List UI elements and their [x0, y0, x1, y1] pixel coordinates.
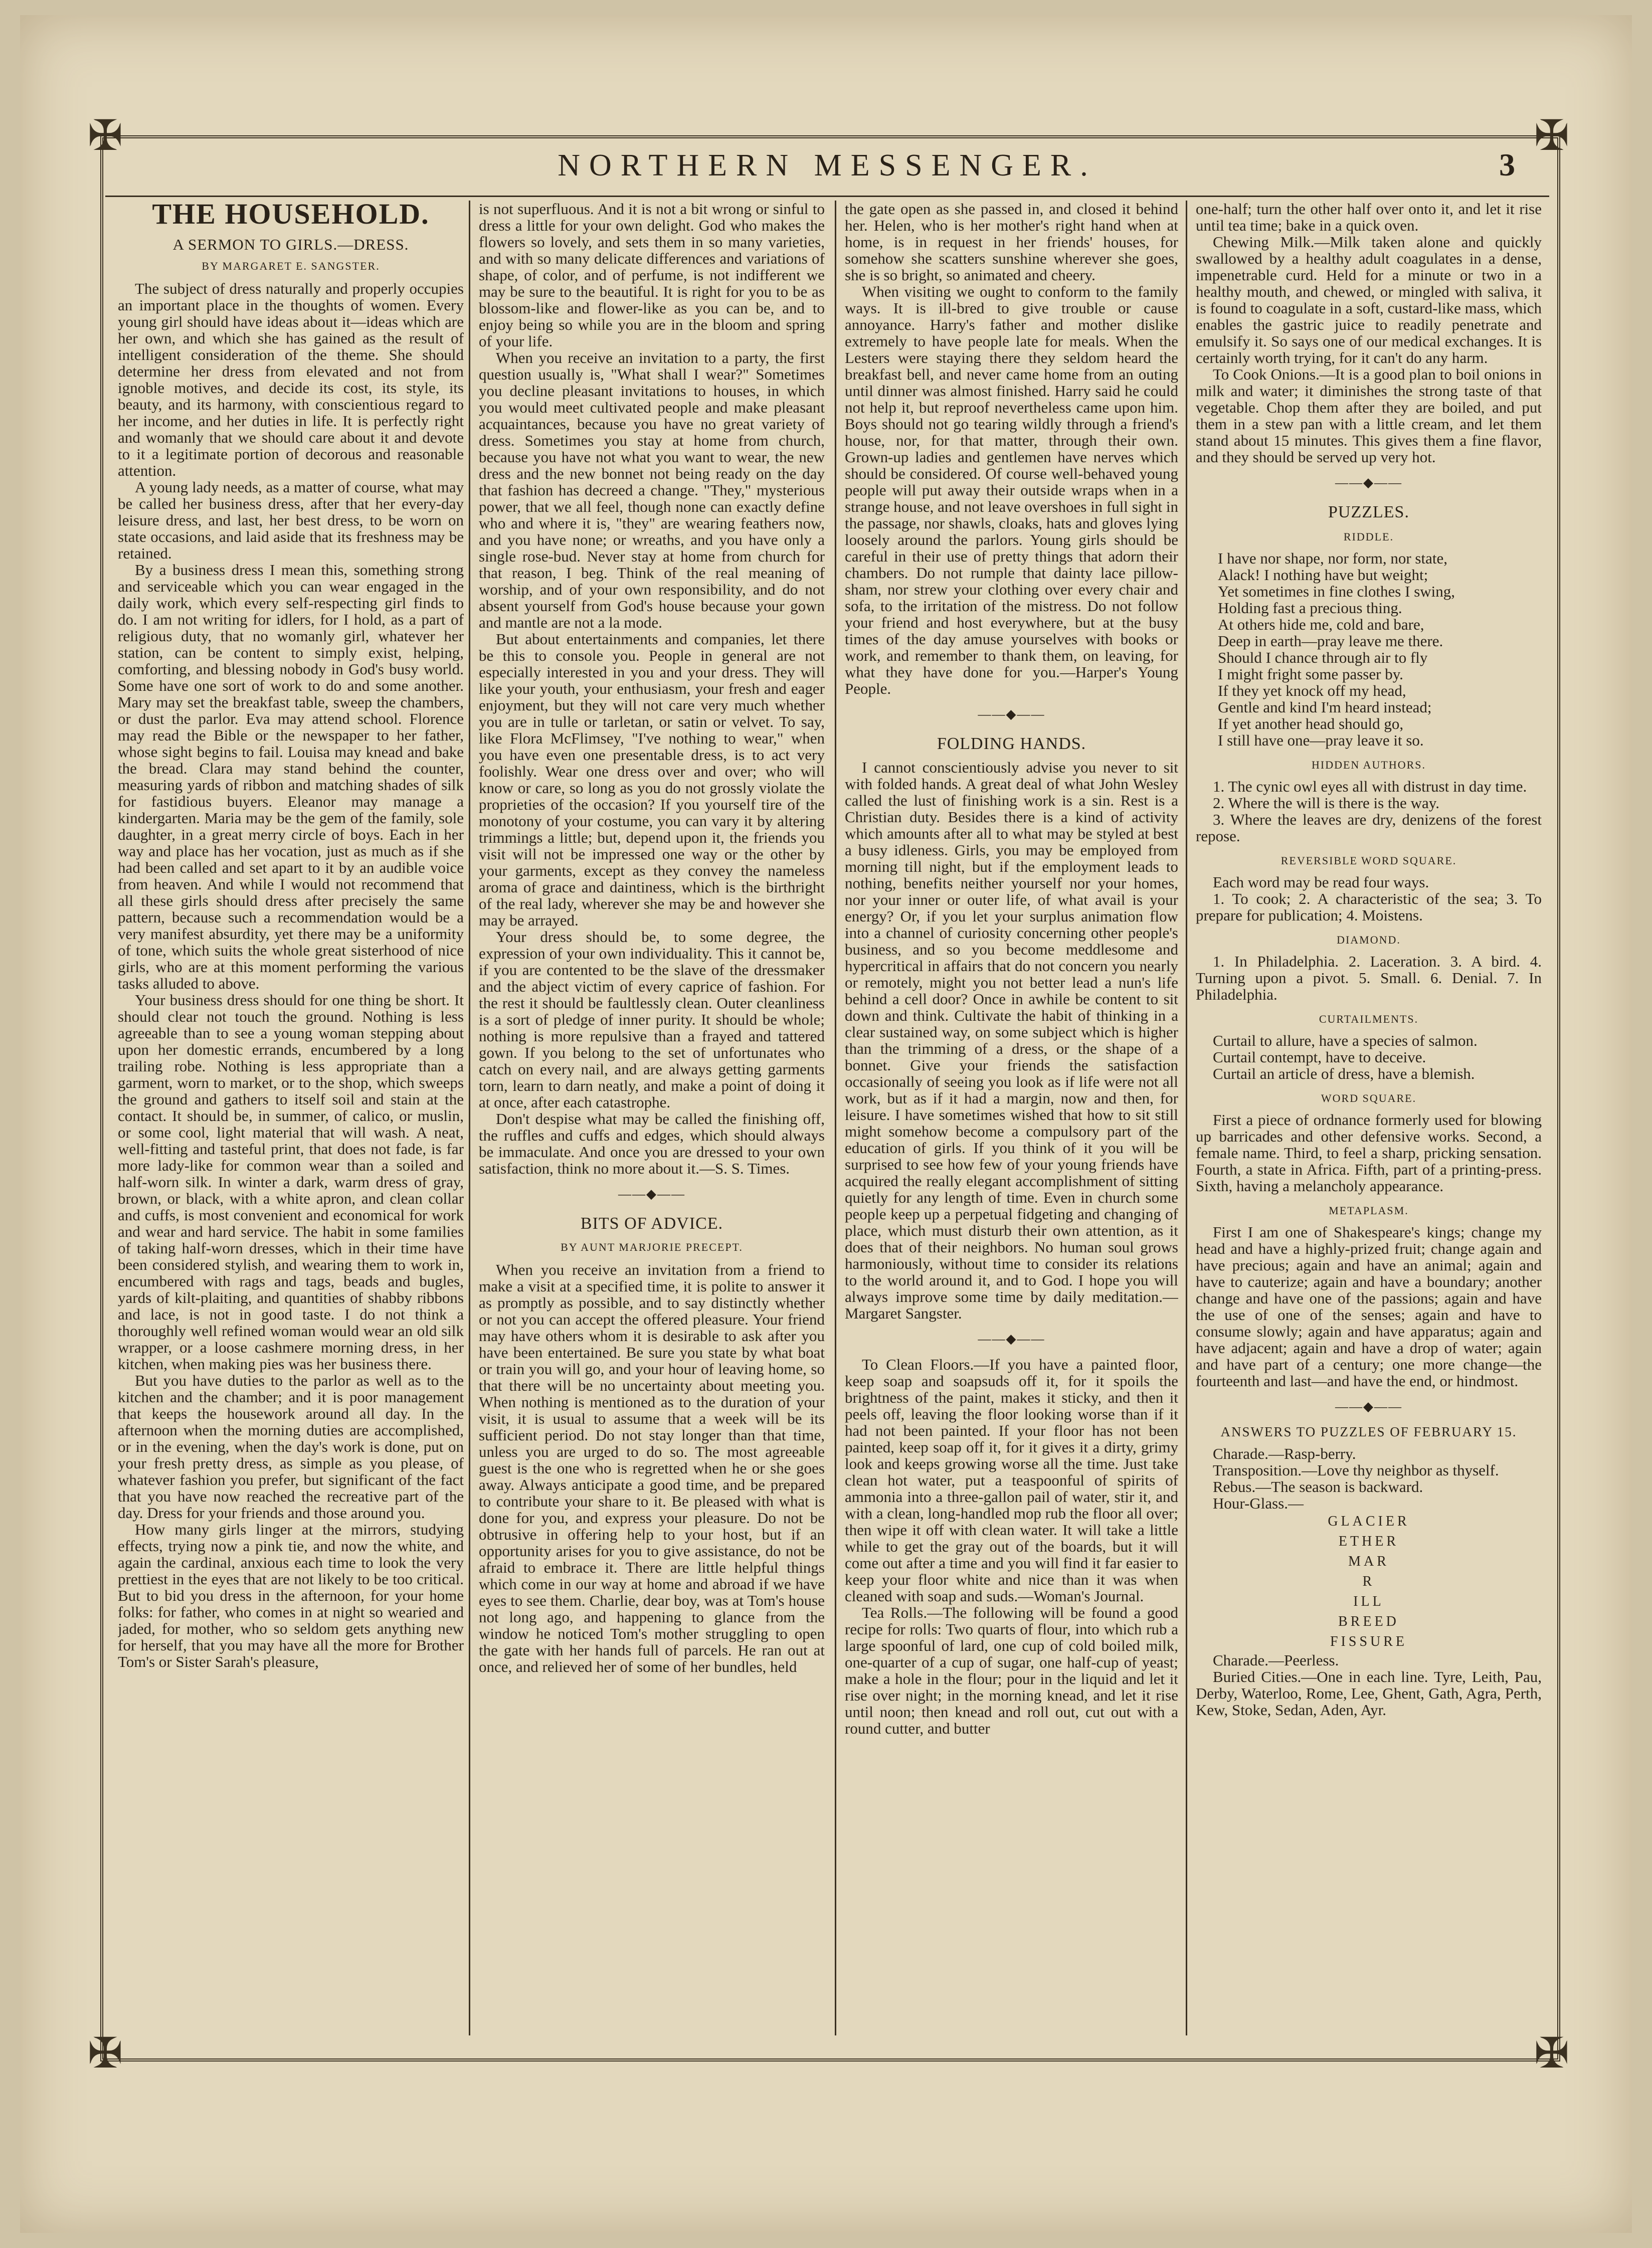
article-title: FOLDING HANDS.: [937, 734, 1086, 753]
divider-ornament: ——◆——: [978, 1332, 1045, 1346]
answer-item: Buried Cities.—One in each line. Tyre, Leith, Pau, Derby, Waterloo, Rome, Lee, Ghent, Gath, Agra, Perth, Kew, Stoke, Sedan, Aden, Ayr.: [1196, 1668, 1542, 1719]
paragraph: When you receive an invitation from a friend to make a visit at a specified time, it is polite to answer it as promptly as possible, and to say distinctly whether or not you can accept the offered pleasure. Your friend may have others whom it is desirable to ask after you have been entertained. Be sure you state by what boat or train you will go, and your hour of leaving home, so that there will be no uncertainty about meeting you. When nothing is mentioned as to the duration of your visit, it is usual to assume that a week will be its sufficient period. Do not stay longer than that time, unless you are urged to do so. The most agreeable guest is the one who is regretted when he or she goes away. Always anticipate a good time, and be prepared to contribute your share to it. Be pleased with what is done for you, and express your pleasure. Do not be obtrusive in offering help to your host, but if an opportunity arises for you to give assistance, do not be afraid to embrace it. There are little helpful things which come in our way at home and abroad if we have eyes to see them. Charlie, dear boy, was at Tom's house not long ago, and happening to glance from the window he noticed Tom's mother struggling to open the gate with her hands full of parcels. He ran out at once, and relieved her of some of her bundles, held: [479, 1261, 825, 1675]
paragraph: A young lady needs, as a matter of course, what may be called her business dress, after that her every-day leisure dress, and last, her best dress, to be worn on state occasions, and laid aside that its freshness may be retained.: [118, 478, 464, 562]
diamond-title: DIAMOND.: [1337, 933, 1401, 946]
paragraph: The subject of dress naturally and properly occupies an important place in the thoughts of women. Every young girl should have ideas about it—ideas which are her own, and which she has gained as the result of intelligent consideration of the theme. She should determine her dress from elevated and not from ignoble motives, and decide its cost, its style, its beauty, and its harmony, with conscientious regard to her income, and her duties in life. It is perfectly right and womanly that we should care about it and devote to it a legitimate portion of decorous and reasonable attention.: [118, 280, 464, 479]
answer-item: Transposition.—Love thy neighbor as thyself.: [1213, 1461, 1499, 1479]
hourglass-word: FISSURE: [1330, 1634, 1408, 1649]
article-byline: BY AUNT MARJORIE PRECEPT.: [561, 1241, 743, 1253]
paragraph: the gate open as she passed in, and closed it behind her. Helen, who is her mother's right hand when at home, is in request in her friends' houses, for somehow she scatters sunshine wherever she goes, she is so bright, so animated and cheery.: [845, 201, 1178, 284]
column-3: [845, 201, 1178, 2035]
page-number: 3: [1499, 147, 1515, 182]
verse-line: Holding fast a precious thing.: [1218, 599, 1402, 617]
hourglass-word: ILL: [1353, 1594, 1384, 1609]
hourglass-answer: [1196, 1512, 1542, 1652]
paragraph: To Clean Floors.—If you have a painted floor, keep soap and soapsuds off it, for it spoils the brightness of the paint, makes it sticky, and then it peels off, leaving the floor looking worse than if it had not been painted. If your floor has not been painted, keep soap off it, for it gives it a dirty, grimy look and keeps growing worse all the time. Just take clean hot water, put a teaspoonful of spirits of ammonia into a three-gallon pail of water, stir it, and with a clean, long-handled mop rub the floor all over; then wipe it off with clean water. It will take a little while to get the gray out of the boards, but it will come out after a time and you will find it far easier to keep your floor white and nice than it was when cleaned with soap and suds.—Woman's Journal.: [845, 1356, 1178, 1605]
paragraph: How many girls linger at the mirrors, studying effects, trying now a pink tie, and now the white, and again the cardinal, anxious each time to look the very prettiest in the eyes that are not likely to be too critical. But to bid you dress in the afternoon, for your home folks: for father, who comes in at night so wearied and jaded, for mother, who so seldom gets anything new for herself, that you may have all the more for Brother Tom's or Sister Sarah's pleasure,: [118, 1521, 464, 1670]
divider-ornament: ——◆——: [1335, 1399, 1402, 1414]
puzzle-item: 1. The cynic owl eyes all with distrust in day time.: [1213, 778, 1527, 795]
divider-ornament: ——◆——: [1335, 475, 1402, 490]
puzzle-item: Curtail to allure, have a species of salmon.: [1213, 1032, 1478, 1049]
answer-item: Charade.—Rasp-berry.: [1213, 1445, 1356, 1462]
hourglass-word: BREED: [1338, 1614, 1399, 1629]
article-byline: BY MARGARET E. SANGSTER.: [202, 260, 380, 272]
paragraph: By a business dress I mean this, something strong and serviceable which you can wear engaged in the daily work, which every self-respecting girl finds to do. I am not writing for idlers, for I hold, as a part of religious duty, that no womanly girl, whatever her station, can be content to simply exist, helping, comforting, and blessing nobody in God's busy world. Some have one sort of work to do and some another. Mary may set the breakfast table, sweep the chambers, or dust the parlor. Eva may attend school. Florence may read the Bible or the newspaper to her father, whose sight begins to fail. Louisa may knead and bake the bread. Clara may stand behind the counter, measuring yards of ribbon and matching shades of silk for fastidious buyers. Eleanor may manage a kindergarten. Maria may be the gem of the family, sole daughter, in a great merry circle of boys. Each in her way and place has her vocation, just as much as if she had been called and set apart to it by an audible voice from heaven. And while I would not recommend that all these girls should dress after precisely the same pattern, because such a recommendation would be a very manifest absurdity, yet there may be a uniformity of tone, which suits the whole great sisterhood of nice girls, who are at this moment performing the various tasks alluded to above.: [118, 561, 464, 992]
verse-line: I have nor shape, nor form, nor state,: [1218, 549, 1447, 567]
puzzles-title: PUZZLES.: [1328, 503, 1409, 521]
paragraph: Don't despise what may be called the finishing off, the ruffles and cuffs and edges, which should always be immaculate. And once you are dressed to your own satisfaction, think no more about it.—S. S. Times.: [479, 1110, 825, 1177]
paragraph: Your business dress should for one thing be short. It should clear not touch the ground. Nothing is less agreeable than to see a young woman stepping about upon her domestic errands, encumbered by a long trailing robe. Nothing is less appropriate than a garment, worn to market, or to the shop, which sweeps the ground and gathers to itself soil and stain at the contact. It should be, in summer, of calico, or muslin, or some cool, light material that will wash. A neat, well-fitting and tasteful print, that does not fade, is far more lady-like for common wear than a soiled and half-worn silk. In winter a dark, warm dress of gray, brown, or black, with a white apron, and clean collar and cuffs, is most convenient and economical for work and wear and hard service. The habit in some families of taking half-worn dresses, which in their time have been considered stylish, and wearing them to work in, encumbered with rags and tags, beads and bugles, yards of kilt-plaiting, and quantities of shabby ribbons and lace, is not in good taste. I do not think a thoroughly well refined woman would wear an old silk wrapper, or a loose cashmere morning dress, in her kitchen, when making pies was her business there.: [118, 991, 464, 1373]
paragraph: I cannot conscientiously advise you never to sit with folded hands. A great deal of what John Wesley called the lust of finishing work is a sin. Rest is a Christian duty. Besides there is a kind of activity which amounts after all to what may be styled at best a busy idleness. Girls, you may be employed from morning till night, but if the employment leads to nothing, benefits neither yourself nor your homes, nor your inner or outer life, of what avail is your energy? Or, if you let your surplus animation flow into a channel of curiosity concerning other people's business, and so you become meddlesome and hypercritical in affairs that do not concern you nearly or remotely, might you not better lead a nun's life behind a cell door? Once in awhile be content to sit down and think. Cultivate the habit of thinking in a clear sustained way, on some subject which is higher than the trimming of a dress, or the shape of a bonnet. Give your friends the satisfaction occasionally of seeing you look as if life were not all work, but as if it had a margin, now and then, for leisure. I have sometimes wished that how to sit still might somehow become a compulsory part of the education of girls. If you think of it you will be surprised to see how few of your young friends have acquired the really elegant accomplishment of sitting quietly for any length of time. Even in church some people keep up a perpetual fidgeting and changing of place, which must disturb their own attention, as it does that of their neighbors. No human soul grows harmoniously, without time to consider its relations to the world around it, and to God. I hope you will always improve some time by daily meditation.—Margaret Sangster.: [845, 759, 1178, 1322]
puzzle-text: First a piece of ordnance formerly used for blowing up barricades and other defensive works. Second, a female name. Third, to feel a sharp, pricking sensation. Fourth, a state in Africa. Fifth, part of a printing-press. Sixth, having a melancholy appearance.: [1196, 1111, 1542, 1195]
column-1: [118, 201, 464, 2035]
paragraph: But you have duties to the parlor as well as to the kitchen and the chamber; and it is poor management that keeps the housework around all day. In the afternoon when the morning duties are accomplished, or in the evening, when the day's work is done, put on your fresh pretty dress, as simple as you please, of whatever fashion you prefer, but significant of the fact that you have now reached the recreative part of the day. Dress for your friends and those around you.: [118, 1372, 464, 1522]
puzzle-text: First I am one of Shakespeare's kings; change my head and have a highly-prized fruit; change again and have precious; again and have an animal; again and have to cauterize; again and have a boundary; another change and have one of the passions; again and have the use of one of the senses; again and have to consume slowly; again and have apparatus; again and have adjacent; again and have a drop of water; again and have part of a century; one more change—the fourteenth and last—and have the end, or hindmost.: [1196, 1223, 1542, 1390]
verse-line: If they yet knock off my head,: [1218, 682, 1406, 699]
paragraph: Your dress should be, to some degree, the expression of your own individuality. This it cannot be, if you are contented to be the slave of the dressmaker and the abject victim of every caprice of fashion. For the rest it should be faultlessly clean. Outer cleanliness is a sort of pledge of inner purity. It should be whole; nothing is more repulsive than a frayed and tattered gown. If you belong to the set of unfortunates who catch on every nail, and are always getting garments torn, learn to darn neatly, and make a point of doing it at once, after each catastrophe.: [479, 928, 825, 1111]
verse-line: Should I chance through air to fly: [1218, 649, 1428, 666]
verse-line: I might fright some passer by.: [1218, 665, 1403, 683]
verse-line: Yet sometimes in fine clothes I swing,: [1218, 583, 1455, 600]
masthead-title: NORTHERN MESSENGER.: [105, 135, 1549, 197]
hourglass-word: R: [1362, 1574, 1375, 1589]
hidden-authors-title: HIDDEN AUTHORS.: [1312, 759, 1426, 771]
verse-line: Gentle and kind I'm heard instead;: [1218, 698, 1432, 716]
corner-ornament-icon: ✠: [87, 111, 123, 160]
divider-ornament: ——◆——: [618, 1187, 685, 1201]
verse-line: If yet another head should go,: [1218, 715, 1404, 732]
paragraph: When you receive an invitation to a party, the first question usually is, "What shall I wear?" Sometimes you decline pleasant invitations to houses, in which you would meet cultivated people and make pleasant acquaintances, because you have no great variety of dress. Sometimes you stay at home from church, because you have not what you want to wear, the new dress and the new bonnet not being ready on the day that fashion has decreed a change. "They," mysterious power, that we all feel, though none can exactly define who and where it is, "they" are wearing feathers now, and you have none; or wreaths, and you have only a single rose-bud. Never stay at home from church for that reason, I beg. Think of the real meaning of worship, and of your own responsibility, and do not absent yourself from God's house because your gown and mantle are not a la mode.: [479, 349, 825, 631]
hourglass-word: GLACIER: [1328, 1514, 1410, 1529]
corner-ornament-icon: ✠: [87, 2028, 123, 2078]
answer-item: Hour-Glass.—: [1213, 1494, 1304, 1512]
puzzle-text: 1. To cook; 2. A characteristic of the sea; 3. To prepare for publication; 4. Moistens.: [1196, 890, 1542, 924]
paragraph: is not superfluous. And it is not a bit wrong or sinful to dress a little for your own delight. God who makes the flowers so lovely, and sets them in so many varieties, and with so many delicate differences and variations of shape, of color, and of perfume, is not indifferent we may be sure to the beautiful. It is right for you to be as blossom-like and flower-like as you can be, and to enjoy being so while you are in the bloom and spring of your life.: [479, 201, 825, 350]
verse-line: At others hide me, cold and bare,: [1218, 616, 1424, 633]
riddle-title: RIDDLE.: [1343, 530, 1394, 543]
answers-title: ANSWERS TO PUZZLES OF FEBRUARY 15.: [1220, 1424, 1517, 1439]
paragraph: Tea Rolls.—The following will be found a good recipe for rolls: Two quarts of flour, into which rub a large spoonful of lard, one cup of cold boiled milk, one-quarter of a cup of sugar, one half-cup of yeast; make a hole in the flour; pour in the liquid and let it rise over night; in the morning knead, and let it rise until noon; then knead and roll out, cut out with a round cutter, and butter: [845, 1604, 1178, 1737]
answer-item: Charade.—Peerless.: [1213, 1651, 1339, 1669]
column-4: [1196, 201, 1542, 2035]
reversible-square-title: REVERSIBLE WORD SQUARE.: [1280, 854, 1457, 867]
paragraph: But about entertainments and companies, let there be this to console you. People in general are not especially interested in you and your dress. They will like your youth, your enthusiasm, your fresh and eager enjoyment, but they will not care very much whether you are in tulle or tarletan, or satin or velvet. To say, like Flora McFlimsey, "I've nothing to wear," when you have even one presentable dress, is to act very foolishly. Wear one dress over and over; who will know or care, so long as you do not grossly violate the proprieties of the occasion? If you yourself tire of the monotony of your costume, you can vary it by altering trimmings a little; but, depend upon it, the friends you visit will not be impressed one way or the other by your garments, except as they convey the nameless aroma of grace and daintiness, which is the birthright of the real lady, wherever she may be and however she may be arrayed.: [479, 630, 825, 929]
article-title: BITS OF ADVICE.: [580, 1214, 723, 1233]
word-square-title: WORD SQUARE.: [1321, 1092, 1417, 1104]
puzzle-item: 2. Where the will is there is the way.: [1213, 794, 1439, 812]
verse-line: Deep in earth—pray leave me there.: [1218, 632, 1443, 650]
corner-ornament-icon: ✠: [1534, 2028, 1570, 2078]
paragraph: To Cook Onions.—It is a good plan to boil onions in milk and water; it diminishes the strong taste of that vegetable. Chop them after they are boiled, and put them in a stew pan with a little cream, and let them stand about 15 minutes. This gives them a fine flavor, and they should be served up very hot.: [1196, 365, 1542, 466]
paragraph: When visiting we ought to conform to the family ways. It is ill-bred to give trouble or cause annoyance. Harry's father and mother dislike extremely to have people late for meals. When the Lesters were staying there they seldom heard the breakfast bell, and never came home from an outing until dinner was almost finished. Harry said he could not help it, but reproof nevertheless came upon him. Boys should not go tearing wildly through a friend's house, nor, for that matter, through their own. Grown-up ladies and gentlemen have nerves which should be considered. Of course well-behaved young people will put away their outside wraps when in a strange house, and not leave overshoes in full sight in the passage, nor shawls, cloaks, hats and gloves lying loosely around the parlors. Young girls should be careful in their use of pretty things that adorn their chambers. Do not rumple that dainty lace pillow-sham, nor strew your clothing over every chair and sofa, to the irritation of the mistress. Do not follow your friend and host everywhere, but at the busy times of the day amuse yourselves with books or work, and remember to thank them, on leaving, for what they have done for you.—Harper's Young People.: [845, 283, 1178, 697]
paragraph: one-half; turn the other half over onto it, and let it rise until tea time; bake in a quick oven.: [1196, 201, 1542, 234]
puzzle-item: 3. Where the leaves are dry, denizens of the forest repose.: [1196, 811, 1542, 845]
paragraph: Chewing Milk.—Milk taken alone and quickly swallowed by a healthy adult coagulates in a dense, impenetrable curd. Held for a minute or two in a healthy mouth, and chewed, or mingled with saliva, it is found to coagulate in a soft, custard-like mass, which enables the gastric juice to readily penetrate and emulsify it. So says one of our medical exchanges. It is certainly worth trying, for it can't do any harm.: [1196, 233, 1542, 366]
puzzle-item: Curtail an article of dress, have a blemish.: [1213, 1065, 1475, 1082]
verse-line: I still have one—pray leave it so.: [1218, 731, 1424, 749]
section-heading: THE HOUSEHOLD.: [152, 201, 430, 230]
hourglass-word: MAR: [1348, 1554, 1389, 1569]
divider-ornament: ——◆——: [978, 707, 1045, 721]
answer-item: Rebus.—The season is backward.: [1213, 1478, 1423, 1495]
puzzle-item: Curtail contempt, have to deceive.: [1213, 1048, 1426, 1066]
verse-line: Alack! I nothing have but weight;: [1218, 566, 1428, 584]
metaplasm-title: METAPLASM.: [1329, 1204, 1409, 1217]
column-rule: [835, 201, 836, 2035]
curtailments-title: CURTAILMENTS.: [1319, 1013, 1419, 1025]
column-rule: [1186, 201, 1187, 2035]
hourglass-word: ETHER: [1338, 1534, 1399, 1549]
riddle-verse: [1196, 550, 1542, 748]
column-2: [479, 201, 825, 2035]
puzzle-text: Each word may be read four ways.: [1213, 873, 1429, 891]
column-rule: [469, 201, 470, 2035]
corner-ornament-icon: ✠: [1534, 111, 1570, 160]
article-title: A SERMON TO GIRLS.—DRESS.: [172, 236, 409, 253]
puzzle-text: 1. In Philadelphia. 2. Laceration. 3. A bird. 4. Turning upon a pivot. 5. Small. 6. Denial. 7. In Philadelphia.: [1196, 953, 1542, 1003]
